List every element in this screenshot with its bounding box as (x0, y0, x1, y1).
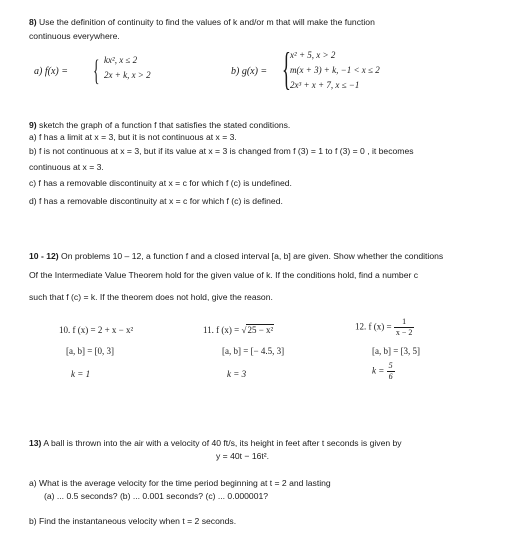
p12-k-denominator: 6 (388, 372, 393, 381)
q10-12-heading-line3: such that f (c) = k. If the theorem does not hold, give the reason. (29, 292, 273, 302)
problem-number: 9) (29, 120, 37, 130)
p12-k-numerator: 5 (388, 361, 393, 370)
q9-part-a: a) f has a limit at x = 3, but it is not continuous at x = 3. (29, 132, 237, 142)
q13-part-a-options: (a) ... 0.5 seconds? (b) ... 0.001 seconds? (c) ... 0.000001? (44, 491, 269, 501)
problem-number: 13) (29, 438, 42, 448)
q9-part-d: d) f has a removable discontinuity at x = c for which f (c) is defined. (29, 196, 283, 206)
q8b-case-1: x² + 5, x > 2 (290, 50, 336, 60)
q8b-label: b) g(x) = (231, 66, 268, 77)
p12-k-fraction (387, 362, 395, 381)
p10-interval: [a, b] = [0, 3] (66, 346, 115, 356)
q13-equation: y = 40t − 16t². (216, 451, 270, 461)
q13-heading: 13) A ball is thrown into the air with a velocity of 40 ft/s, its height in feet after t seconds is given by (29, 438, 402, 448)
q8b-case-3: 2x³ + x + 7, x ≤ −1 (290, 80, 360, 90)
problem-number: 8) (29, 17, 37, 27)
p12-k-prefix: k = (372, 365, 387, 376)
q8a-label: a) f(x) = (34, 66, 68, 77)
q10-12-heading-line2: Of the Intermediate Value Theorem hold for the given value of k. If the conditions hold, find a number c (29, 270, 419, 280)
p12-interval: [a, b] = [3, 5] (372, 346, 421, 356)
p11-function-radicand: 25 − x² (247, 325, 274, 335)
p10-function: 10. f (x) = 2 + x − x² (59, 325, 134, 335)
q8-heading-continued: continuous everywhere. (29, 31, 120, 41)
q13-part-a: a) What is the average velocity for the time period beginning at t = 2 and lasting (29, 478, 331, 488)
q8a-case-1: kx², x ≤ 2 (104, 55, 138, 65)
q13-part-b: b) Find the instantaneous velocity when t = 2 seconds. (29, 516, 237, 526)
q8b-brace: { (282, 43, 291, 94)
q8a-case-2: 2x + k, x > 2 (104, 70, 151, 80)
q8-heading: 8) Use the definition of continuity to find the values of k and/or m that will make the function (29, 17, 375, 27)
sqrt-symbol: √ (241, 325, 247, 335)
p11-interval: [a, b] = [− 4.5, 3] (222, 346, 285, 356)
q9-heading: 9) sketch the graph of a function f that satisfies the stated conditions. (29, 120, 291, 130)
p11-function (203, 325, 274, 335)
problem-number: 10 - 12) (29, 251, 59, 261)
q9-part-b-continued: continuous at x = 3. (29, 162, 104, 172)
p11-k-value: k = 3 (227, 369, 247, 379)
p12-denominator: x − 2 (395, 328, 413, 337)
p12-numerator: 1 (394, 318, 415, 328)
p12-function-prefix: 12. f (x) = (355, 321, 394, 332)
p11-function-prefix: 11. f (x) = (203, 325, 242, 335)
q8a-brace: { (93, 54, 100, 87)
p12-fraction (394, 318, 415, 337)
p10-k-value: k = 1 (71, 369, 91, 379)
q10-12-heading: 10 - 12) On problems 10 – 12, a function f and a closed interval [a, b] are given. Show whether the conditions (29, 251, 444, 261)
p12-k-value (372, 362, 395, 381)
p12-function (355, 318, 414, 337)
q9-part-c: c) f has a removable discontinuity at x = c for which f (c) is undefined. (29, 178, 292, 188)
q9-part-b: b) f is not continuous at x = 3, but if its value at x = 3 is changed from f (3) = 1 to f (3) = 0 , it becomes (29, 146, 414, 156)
q8b-case-2: m(x + 3) + k, −1 < x ≤ 2 (290, 65, 380, 75)
